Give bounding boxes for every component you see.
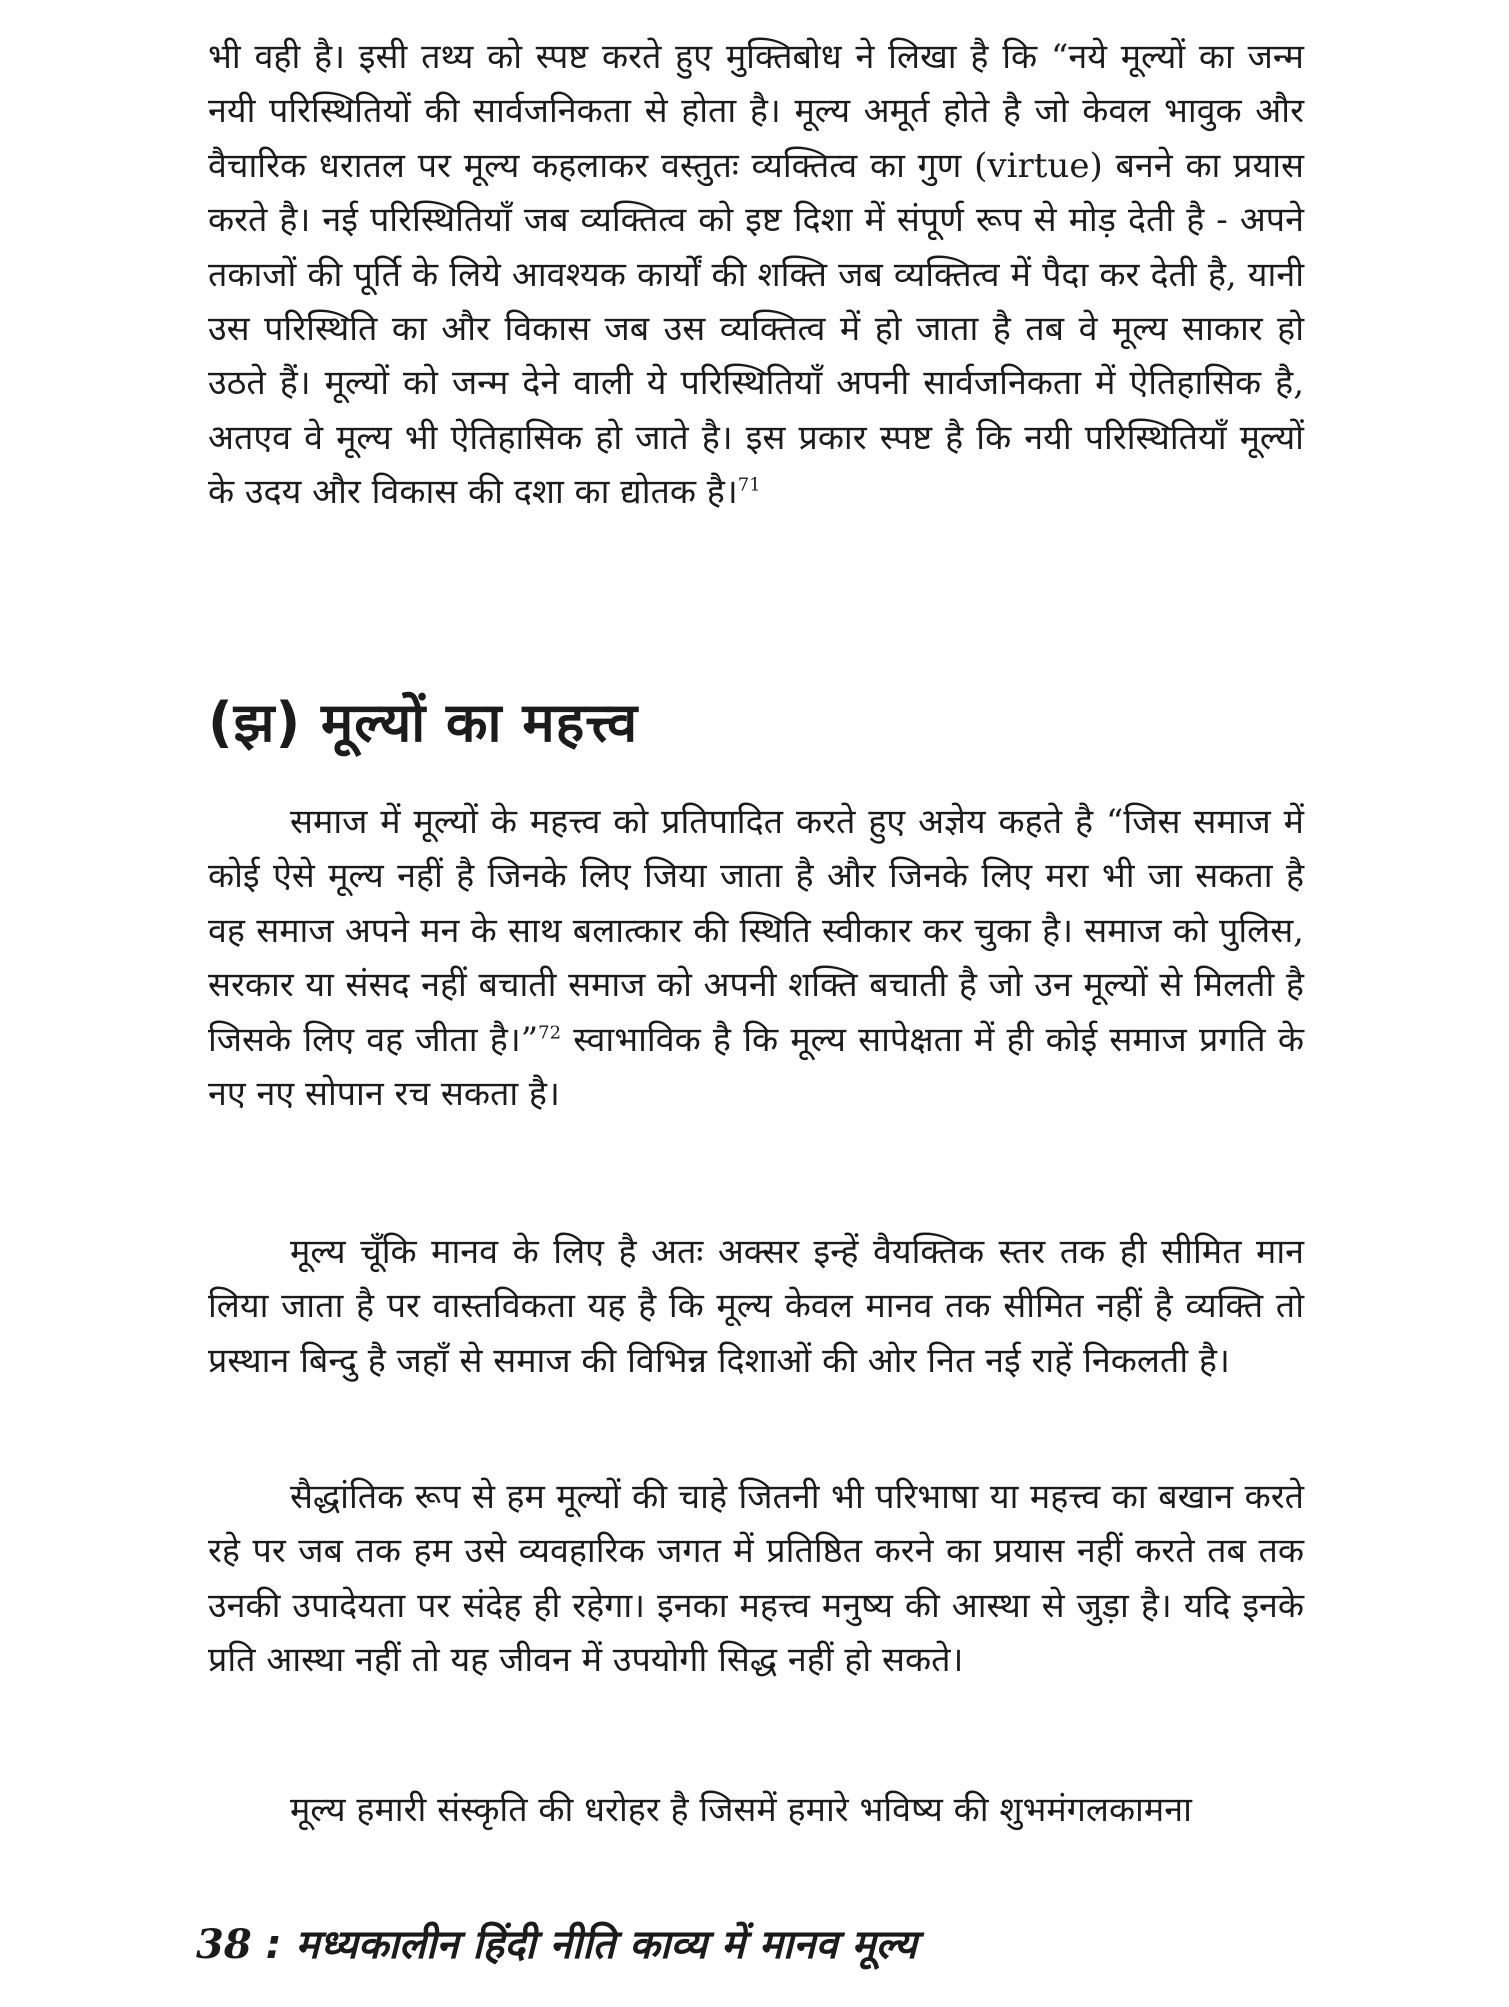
page-footer [196, 1915, 1346, 1970]
paragraph-text: समाज में मूल्यों के महत्त्व को प्रतिपादित करते हुए अज्ञेय कहते है “जिस समाज में कोई ऐसे मूल्य नहीं है जिनके लिए जिया जाता है और जिनके लिए मरा भी जा सकता है वह समाज अपने मन के साथ बलात्कार की स्थिति स्वीकार कर चुका है। समाज को पुलिस, सरकार या संसद नहीं बचाती समाज को अपनी शक्ति बचाती है जो उन मूल्यों से मिलती है जिसके लिए वह जीता है।” [208, 802, 1304, 1060]
paragraph-text-continued: स्वाभाविक है कि मूल्य सापेक्षता में ही कोई समाज प्रगति के नए नए सोपान रच सकता है। [208, 1019, 1304, 1114]
paragraph-importance-of-values [208, 795, 1304, 1121]
footnote-ref-71: 71 [737, 474, 761, 496]
paragraph-individual-values: मूल्य चूँकि मानव के लिए है अतः अक्सर इन्हें वैयक्तिक स्तर तक ही सीमित मान लिया जाता है पर वास्तविकता यह है कि मूल्य केवल मानव तक सीमित नहीं है व्यक्ति तो प्रस्थान बिन्दु है जहाँ से समाज की विभिन्न दिशाओं की ओर नित नई राहें निकलती है। [208, 1232, 1304, 1381]
footnote-ref-72: 72 [538, 1022, 562, 1044]
paragraph-continued [208, 30, 1304, 520]
page-number: 38 [196, 1921, 252, 1968]
paragraph-cultural-heritage: मूल्य हमारी संस्कृति की धरोहर है जिसमें हमारे भविष्य की शुभमंगलकामना [290, 1790, 1192, 1830]
section-heading: (झ) मूल्यों का महत्त्व [208, 691, 639, 754]
paragraph-text: भी वही है। इसी तथ्य को स्पष्ट करते हुए मुक्तिबोध ने लिखा है कि “नये मूल्यों का जन्म नयी परिस्थितियों की सार्वजनिकता से होता है। मूल्य अमूर्त होते है जो केवल भावुक और वैचारिक धरातल पर मूल्य कहलाकर वस्तुतः व्यक्तित्व का गुण (virtue) बनने का प्रयास करते है। नई परिस्थितियाँ जब व्यक्तित्व को इष्ट दिशा में संपूर्ण रूप से मोड़ देती है - अपने तकाजों की पूर्ति के लिये आवश्यक कार्यों की शक्ति जब व्यक्तित्व में पैदा कर देती है, यानी उस परिस्थिति का और विकास जब उस व्यक्तित्व में हो जाता है तब वे मूल्य साकार हो उठते हैं। मूल्यों को जन्म देने वाली ये परिस्थितियाँ अपनी सार्वजनिकता में ऐतिहासिक है, अतएव वे मूल्य भी ऐतिहासिक हो जाते है। इस प्रकार स्पष्ट है कि नयी परिस्थितियाँ मूल्यों के उदय और विकास की दशा का द्योतक है। [208, 37, 1304, 513]
footer-separator: : [251, 1922, 296, 1968]
book-title: मध्यकालीन हिंदी नीति काव्य में मानव मूल्य [295, 1922, 917, 1968]
paragraph-practical-values: सैद्धांतिक रूप से हम मूल्यों की चाहे जितनी भी परिभाषा या महत्त्व का बखान करते रहे पर जब तक हम उसे व्यवहारिक जगत में प्रतिष्ठित करने का प्रयास नहीं करते तब तक उनकी उपादेयता पर संदेह ही रहेगा। इनका महत्त्व मनुष्य की आस्था से जुड़ा है। यदि इनके प्रति आस्था नहीं तो यह जीवन में उपयोगी सिद्ध नहीं हो सकते। [208, 1477, 1304, 1681]
